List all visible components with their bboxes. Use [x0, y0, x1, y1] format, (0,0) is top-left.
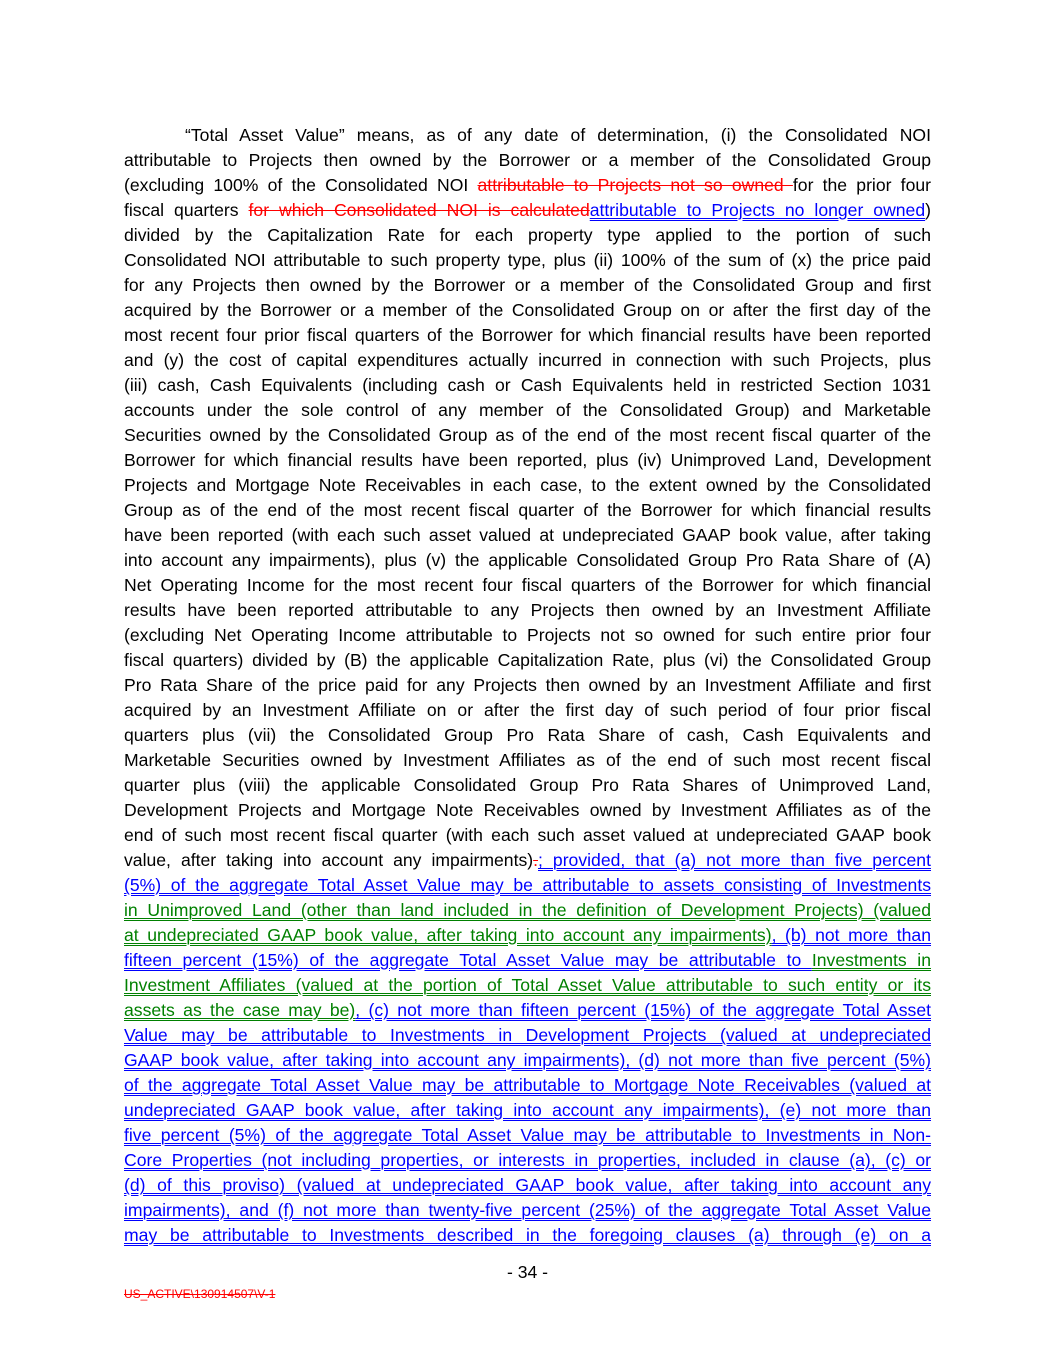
deleted-text: . — [533, 850, 539, 870]
text-line — [124, 173, 931, 198]
text-run: have been reported (with each such asset valued at undepreciated GAAP book value, after taking — [124, 525, 931, 545]
text-line — [124, 748, 931, 773]
page-number: - 34 - — [506, 1262, 549, 1282]
text-run: value, after taking into account any impairments) — [124, 850, 534, 870]
text-run: Development Projects and Mortgage Note Receivables owned by Investment Affiliates as of the — [124, 800, 931, 820]
text-line — [124, 1023, 931, 1048]
text-line — [124, 648, 931, 673]
text-line — [124, 423, 931, 448]
text-line — [124, 573, 931, 598]
text-line — [124, 523, 931, 548]
text-line — [124, 473, 931, 498]
text-run: (excluding 100% of the Consolidated NOI — [124, 175, 478, 195]
deleted-text: for which Consolidated NOI is calculated — [248, 200, 590, 220]
text-run: for any Projects then owned by the Borrower or a member of the Consolidated Group and first — [124, 275, 931, 295]
text-run: acquired by an Investment Affiliate on or after the first day of such period of four prior fiscal — [124, 700, 931, 720]
moved-text: Investment Affiliates (valued at the portion of Total Asset Value attributable to such entity or its — [124, 975, 931, 995]
text-run: fiscal quarters — [124, 200, 249, 220]
text-line — [124, 548, 931, 573]
text-line — [124, 873, 931, 898]
text-line — [124, 1073, 931, 1098]
inserted-text: (d) of this proviso) (valued at undepreciated GAAP book value, after taking into account any — [124, 1175, 931, 1195]
text-line — [124, 348, 931, 373]
inserted-text: five percent (5%) of the aggregate Total Asset Value may be attributable to Investments in Non- — [124, 1125, 931, 1145]
inserted-text: , (b) not more than — [771, 925, 931, 945]
text-line — [124, 723, 931, 748]
text-run: Securities owned by the Consolidated Group as of the end of the most recent fiscal quarter of the — [124, 425, 931, 445]
inserted-text: (5%) of the aggregate Total Asset Value may be attributable to assets consisting of Investments — [124, 875, 931, 895]
text-run: ) — [925, 200, 931, 220]
text-line — [124, 1048, 931, 1073]
deleted-text: attributable to Projects not so owned — [477, 175, 793, 195]
text-line — [124, 298, 931, 323]
inserted-text: ; provided, that (a) not more than five percent — [538, 850, 931, 870]
inserted-text: Core Properties (not including properties, or interests in properties, included in clause (a), (c) or — [124, 1150, 931, 1170]
inserted-text: undepreciated GAAP book value, after taking into account any impairments), (e) not more than — [124, 1100, 931, 1120]
text-run: Marketable Securities owned by Investment Affiliates as of the end of such most recent fiscal — [124, 750, 931, 770]
text-line — [124, 248, 931, 273]
text-run: Consolidated NOI attributable to such property type, plus (ii) 100% of the sum of (x) the price paid — [124, 250, 931, 270]
text-line — [124, 1173, 931, 1198]
text-run: divided by the Capitalization Rate for each property type applied to the portion of such — [124, 225, 931, 245]
text-run: (excluding Net Operating Income attributable to Projects not so owned for such entire prior four — [124, 625, 931, 645]
text-run: (iii) cash, Cash Equivalents (including cash or Cash Equivalents held in restricted Section 1031 — [124, 375, 931, 395]
text-run: for the prior four — [792, 175, 931, 195]
text-line — [124, 823, 931, 848]
total-asset-value-definition — [124, 123, 931, 1248]
text-line — [124, 998, 931, 1023]
text-run: Pro Rata Share of the price paid for any Projects then owned by an Investment Affiliate and first — [124, 675, 931, 695]
text-run: quarter plus (viii) the applicable Consolidated Group Pro Rata Shares of Unimproved Land, — [124, 775, 931, 795]
text-line — [124, 448, 931, 473]
text-run: Group as of the end of the most recent fiscal quarter of the Borrower for which financial results — [124, 500, 931, 520]
text-line — [124, 498, 931, 523]
text-line — [124, 948, 931, 973]
text-run: quarters plus (vii) the Consolidated Group Pro Rata Share of cash, Cash Equivalents and — [124, 725, 931, 745]
text-line — [124, 223, 931, 248]
moved-text: in Unimproved Land (other than land included in the definition of Development Projects) (valued — [124, 900, 931, 920]
text-run: Projects and Mortgage Note Receivables in each case, to the extent owned by the Consolidated — [124, 475, 931, 495]
text-line — [124, 623, 931, 648]
text-run: and (y) the cost of capital expenditures actually incurred in connection with such Projects, plus — [124, 350, 931, 370]
text-line — [124, 698, 931, 723]
text-line — [124, 373, 931, 398]
inserted-text: GAAP book value, after taking into account any impairments), (d) not more than five percent (5%) — [124, 1050, 931, 1070]
text-line — [124, 673, 931, 698]
text-line — [124, 198, 931, 223]
text-line — [124, 1098, 931, 1123]
text-run: fiscal quarters) divided by (B) the applicable Capitalization Rate, plus (vi) the Consolidated Group — [124, 650, 931, 670]
text-line — [124, 323, 931, 348]
text-run: end of such most recent fiscal quarter (with each such asset valued at undepreciated GAAP book — [124, 825, 931, 845]
text-line — [124, 1123, 931, 1148]
text-line — [124, 1223, 931, 1248]
inserted-text: may be attributable to Investments described in the foregoing clauses (a) through (e) on a — [124, 1225, 931, 1245]
text-line — [124, 898, 931, 923]
text-line — [124, 398, 931, 423]
text-run: Net Operating Income for the most recent four fiscal quarters of the Borrower for which financial — [124, 575, 931, 595]
text-run: Borrower for which financial results have been reported, plus (iv) Unimproved Land, Development — [124, 450, 931, 470]
text-line — [124, 923, 931, 948]
inserted-text: of the aggregate Total Asset Value may be attributable to Mortgage Note Receivables (valued at — [124, 1075, 931, 1095]
text-line — [124, 798, 931, 823]
text-run: into account any impairments), plus (v) the applicable Consolidated Group Pro Rata Share of (A) — [124, 550, 931, 570]
text-line — [124, 598, 931, 623]
text-line — [124, 273, 931, 298]
text-run: most recent four prior fiscal quarters of the Borrower for which financial results have been reported — [124, 325, 931, 345]
text-line — [124, 1198, 931, 1223]
text-run: acquired by the Borrower or a member of the Consolidated Group on or after the first day of the — [124, 300, 931, 320]
text-line — [124, 773, 931, 798]
text-line — [124, 148, 931, 173]
text-line — [124, 1148, 931, 1173]
text-line — [124, 123, 931, 148]
inserted-text: , (c) not more than fifteen percent (15%) of the aggregate Total Asset — [355, 1000, 931, 1020]
text-line — [124, 973, 931, 998]
text-run: “Total Asset Value” means, as of any date of determination, (i) the Consolidated NOI — [185, 125, 931, 145]
inserted-text: fifteen percent (15%) of the aggregate Total Asset Value may be attributable to — [124, 950, 812, 970]
document-id: US_ACTIVE\130914507\V-1 — [124, 1287, 276, 1301]
text-run: accounts under the sole control of any member of the Consolidated Group) and Marketable — [124, 400, 931, 420]
inserted-text: impairments), and (f) not more than twenty-five percent (25%) of the aggregate Total Asset Value — [124, 1200, 931, 1220]
inserted-text: Value may be attributable to Investments in Development Projects (valued at undepreciated — [124, 1025, 931, 1045]
moved-text: at undepreciated GAAP book value, after taking into account any impairments) — [124, 925, 772, 945]
inserted-text: attributable to Projects no longer owned — [589, 200, 926, 220]
text-run: attributable to Projects then owned by the Borrower or a member of the Consolidated Group — [124, 150, 931, 170]
text-line — [124, 848, 931, 873]
text-run: results have been reported attributable to any Projects then owned by an Investment Affiliate — [124, 600, 931, 620]
moved-text: assets as the case may be) — [124, 1000, 356, 1020]
moved-text: Investments in — [811, 950, 931, 970]
